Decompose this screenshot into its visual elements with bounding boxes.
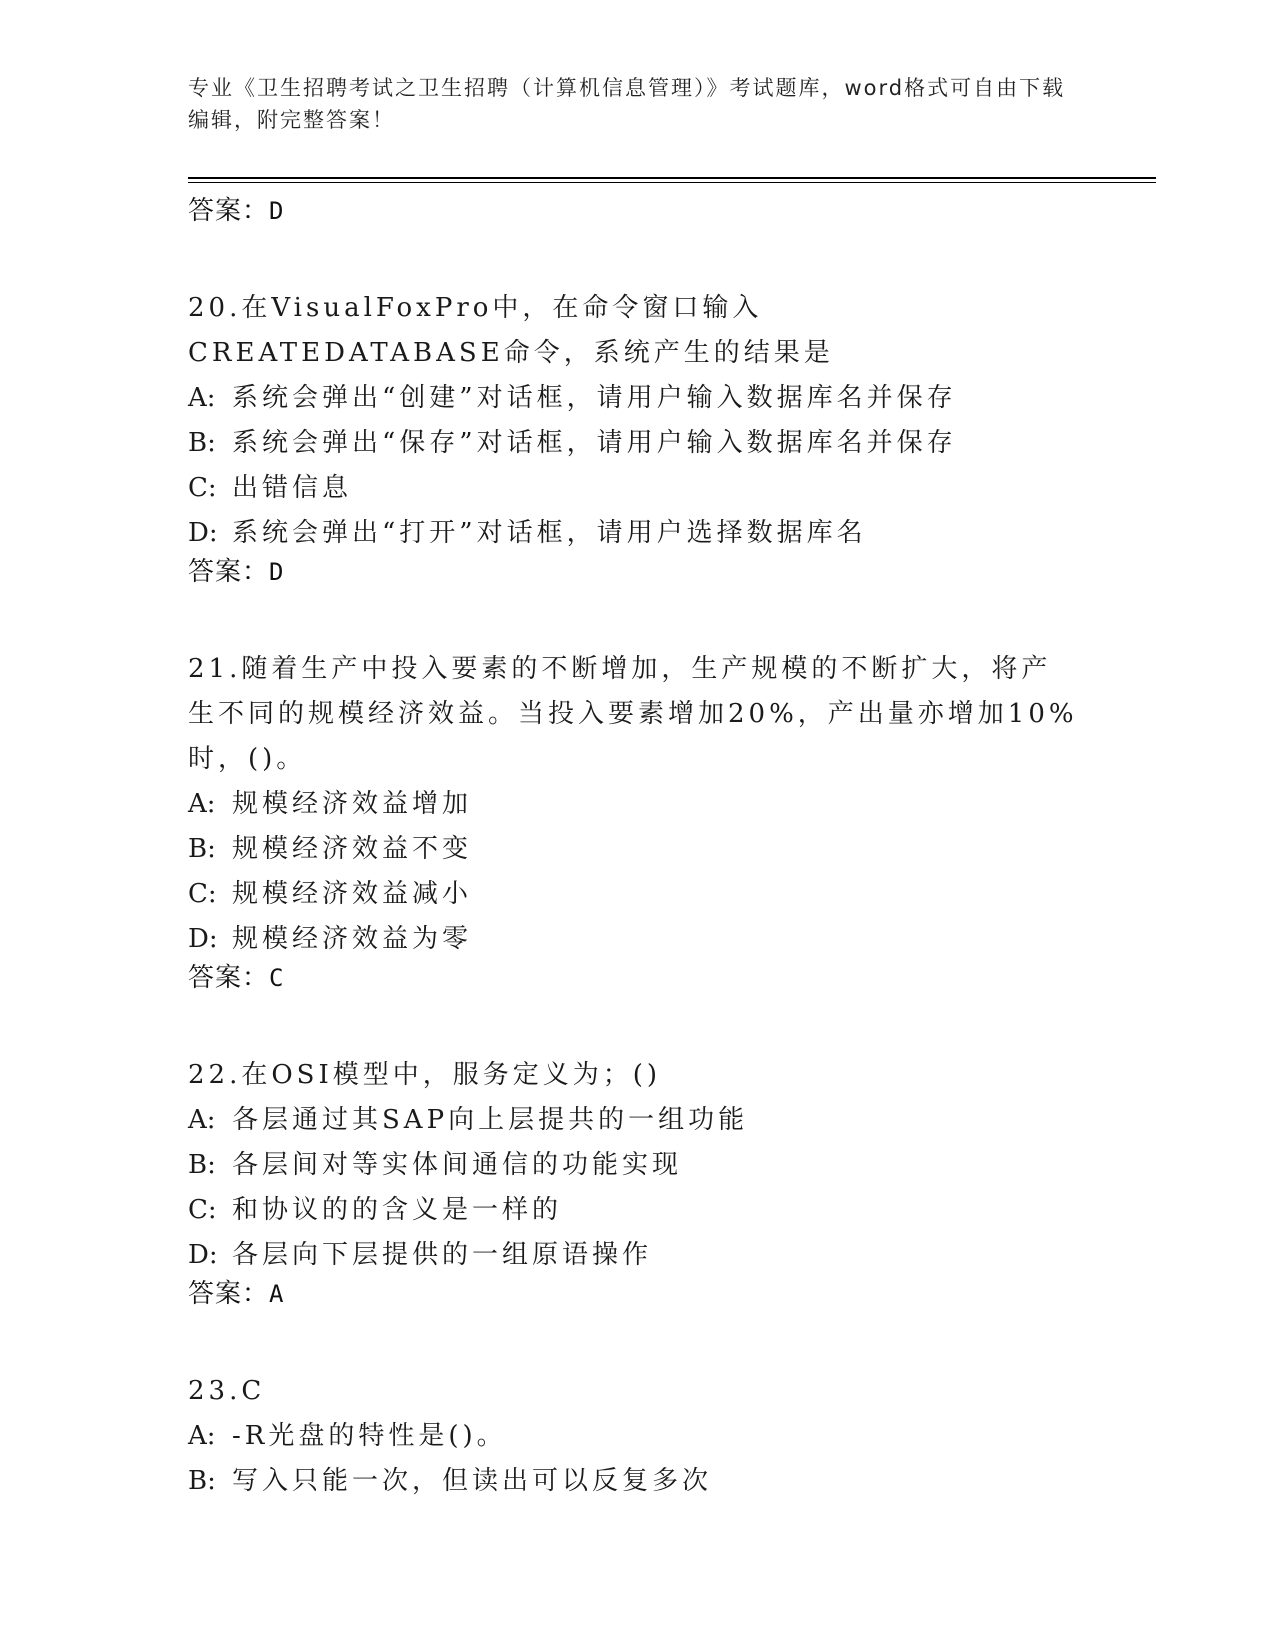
option-key: A: bbox=[188, 1105, 216, 1135]
option-a bbox=[188, 376, 1088, 421]
option-key: C: bbox=[188, 473, 217, 503]
question-stem: 21.随着生产中投入要素的不断增加，生产规模的不断扩大，将产生不同的规模经济效益。当投入要素增加20%，产出量亦增加10%时，()。 bbox=[188, 654, 1078, 774]
option-key: B: bbox=[188, 1466, 216, 1496]
option-text: 出错信息 bbox=[232, 473, 353, 503]
option-key: B: bbox=[188, 1150, 216, 1180]
option-b bbox=[188, 827, 1088, 872]
option-key: D: bbox=[188, 924, 218, 954]
option-key: A: bbox=[188, 383, 216, 413]
option-key: D: bbox=[188, 1240, 218, 1270]
answer-line bbox=[188, 962, 1088, 994]
question-item bbox=[188, 647, 1088, 962]
option-a bbox=[188, 1098, 1088, 1143]
question-stem: 23.C bbox=[188, 1376, 266, 1406]
option-a bbox=[188, 1414, 1088, 1459]
answer-label: 答案： bbox=[188, 963, 270, 993]
question-item bbox=[188, 1053, 1088, 1278]
option-key: B: bbox=[188, 428, 216, 458]
option-text: 规模经济效益增加 bbox=[232, 789, 473, 819]
option-key: A: bbox=[188, 789, 216, 819]
option-text: -R光盘的特性是()。 bbox=[232, 1421, 507, 1451]
answer-value: D bbox=[269, 558, 285, 586]
option-c bbox=[188, 1188, 1088, 1233]
option-text: 各层通过其SAP向上层提共的一组功能 bbox=[232, 1105, 749, 1135]
answer-label: 答案： bbox=[188, 196, 270, 226]
option-text: 系统会弹出“打开”对话框，请用户选择数据库名 bbox=[232, 518, 867, 548]
option-text: 各层向下层提供的一组原语操作 bbox=[232, 1240, 653, 1270]
option-b bbox=[188, 1459, 1088, 1504]
header-divider-thick bbox=[188, 177, 1156, 179]
option-c bbox=[188, 872, 1088, 917]
option-text: 写入只能一次，但读出可以反复多次 bbox=[232, 1466, 713, 1496]
question-stem: 22.在OSI模型中，服务定义为；() bbox=[188, 1060, 662, 1090]
option-d bbox=[188, 511, 1088, 556]
page-header: 专业《卫生招聘考试之卫生招聘（计算机信息管理）》考试题库，word格式可自由下载编辑，附完整答案！ bbox=[188, 76, 1066, 132]
option-c bbox=[188, 466, 1088, 511]
option-text: 和协议的的含义是一样的 bbox=[232, 1195, 563, 1225]
question-item bbox=[188, 286, 1088, 556]
answer-value: D bbox=[269, 197, 285, 225]
option-d bbox=[188, 917, 1088, 962]
answer-value: C bbox=[269, 964, 285, 992]
option-d bbox=[188, 1233, 1088, 1278]
option-a bbox=[188, 782, 1088, 827]
option-text: 规模经济效益不变 bbox=[232, 834, 473, 864]
option-text: 系统会弹出“保存”对话框，请用户输入数据库名并保存 bbox=[232, 428, 957, 458]
option-text: 规模经济效益为零 bbox=[232, 924, 473, 954]
question-list bbox=[188, 192, 1088, 1504]
answer-label: 答案： bbox=[188, 1279, 270, 1309]
question-stem: 20.在VisualFoxPro中，在命令窗口输入CREATEDATABASE命令，系统产生的结果是 bbox=[188, 293, 834, 368]
option-key: C: bbox=[188, 879, 217, 909]
option-text: 规模经济效益减小 bbox=[232, 879, 473, 909]
option-key: D: bbox=[188, 518, 218, 548]
question-item bbox=[188, 1369, 1088, 1504]
answer-line bbox=[188, 556, 1088, 588]
option-key: B: bbox=[188, 834, 216, 864]
option-b bbox=[188, 1143, 1088, 1188]
option-text: 各层间对等实体间通信的功能实现 bbox=[232, 1150, 683, 1180]
answer-value: A bbox=[269, 1280, 285, 1308]
option-text: 系统会弹出“创建”对话框，请用户输入数据库名并保存 bbox=[232, 383, 957, 413]
option-b bbox=[188, 421, 1088, 466]
option-key: A: bbox=[188, 1421, 216, 1451]
answer-line bbox=[188, 1278, 1088, 1310]
option-key: C: bbox=[188, 1195, 217, 1225]
header-divider-thin bbox=[188, 182, 1156, 183]
answer-line bbox=[188, 195, 1088, 227]
answer-label: 答案： bbox=[188, 557, 270, 587]
